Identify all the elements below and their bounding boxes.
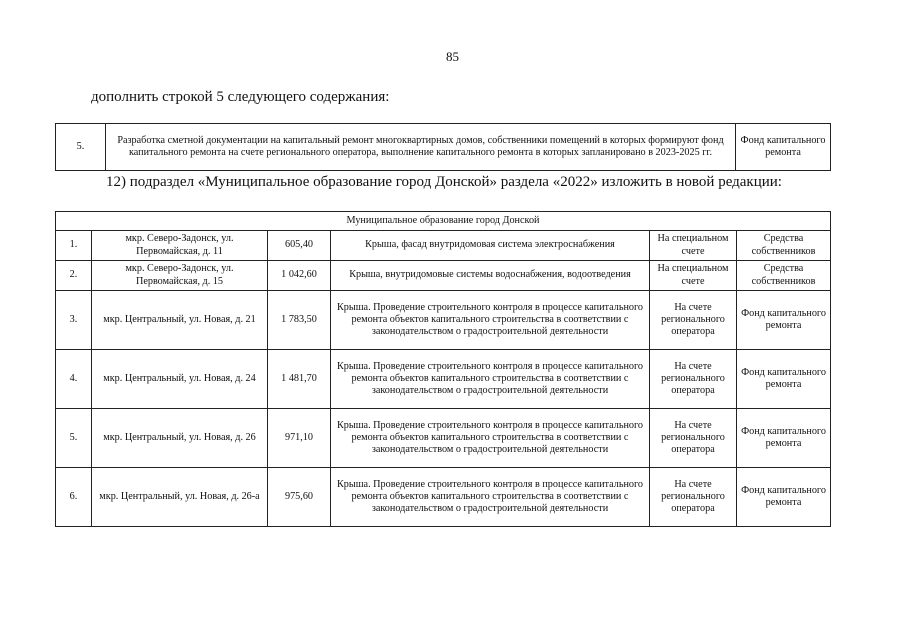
- house-address: мкр. Центральный, ул. Новая, д. 24: [92, 350, 268, 409]
- house-address: мкр. Центральный, ул. Новая, д. 26: [92, 409, 268, 468]
- funding-source: Средства собственников: [737, 231, 831, 261]
- table-row: [56, 468, 831, 527]
- row-number: 3.: [56, 291, 92, 350]
- work-description: Разработка сметной документации на капитальный ремонт многоквартирных домов, собственники помещений в которых формируют фонд капитального ремонта на счете регионального оператора, выполнение капитального ремонта в которых запланировано в 2023-2025 гг.: [106, 124, 736, 171]
- fund-account: На счете регионального оператора: [650, 350, 737, 409]
- table-row: [56, 350, 831, 409]
- fund-account: На счете регионального оператора: [650, 409, 737, 468]
- funding-source: Фонд капитального ремонта: [737, 468, 831, 527]
- row-number: 6.: [56, 468, 92, 527]
- row-number: 5.: [56, 409, 92, 468]
- house-area: 971,10: [268, 409, 331, 468]
- funding-source: Средства собственников: [737, 261, 831, 291]
- house-address: мкр. Северо-Задонск, ул. Первомайская, д. 11: [92, 231, 268, 261]
- work-types: Крыша, внутридомовые системы водоснабжения, водоотведения: [331, 261, 650, 291]
- funding-source: Фонд капитального ремонта: [737, 291, 831, 350]
- row-number: 4.: [56, 350, 92, 409]
- added-row-table: [55, 123, 831, 171]
- table-title-row: [56, 212, 831, 231]
- work-types: Крыша. Проведение строительного контроля в процессе капитального ремонта объектов капитального строительства в соответствии с законодательством о градостроительной деятельности: [331, 291, 650, 350]
- house-area: 1 481,70: [268, 350, 331, 409]
- table-row: [56, 291, 831, 350]
- municipality-table: [55, 211, 831, 527]
- work-types: Крыша. Проведение строительного контроля в процессе капитального ремонта объектов капитального строительства в соответствии с законодательством о градостроительной деятельности: [331, 409, 650, 468]
- row-number: 1.: [56, 231, 92, 261]
- funding-source: Фонд капитального ремонта: [736, 124, 831, 171]
- amendment-paragraph-1: дополнить строкой 5 следующего содержания:: [91, 89, 390, 105]
- row-number: 5.: [56, 124, 106, 171]
- funding-source: Фонд капитального ремонта: [737, 409, 831, 468]
- row-number: 2.: [56, 261, 92, 291]
- house-area: 1 042,60: [268, 261, 331, 291]
- house-address: мкр. Центральный, ул. Новая, д. 26-а: [92, 468, 268, 527]
- table-title: Муниципальное образование город Донской: [56, 212, 831, 231]
- page-number: 85: [446, 49, 459, 64]
- work-types: Крыша. Проведение строительного контроля в процессе капитального ремонта объектов капитального строительства в соответствии с законодательством о градостроительной деятельности: [331, 468, 650, 527]
- funding-source: Фонд капитального ремонта: [737, 350, 831, 409]
- table-row: [56, 231, 831, 261]
- work-types: Крыша. Проведение строительного контроля в процессе капитального ремонта объектов капитального строительства в соответствии с законодательством о градостроительной деятельности: [331, 350, 650, 409]
- house-area: 605,40: [268, 231, 331, 261]
- fund-account: На счете регионального оператора: [650, 291, 737, 350]
- work-types: Крыша, фасад внутридомовая система электроснабжения: [331, 231, 650, 261]
- table-row: [56, 409, 831, 468]
- fund-account: На счете регионального оператора: [650, 468, 737, 527]
- table-row: [56, 261, 831, 291]
- table-row: [56, 124, 831, 171]
- house-area: 1 783,50: [268, 291, 331, 350]
- house-address: мкр. Северо-Задонск, ул. Первомайская, д. 15: [92, 261, 268, 291]
- house-address: мкр. Центральный, ул. Новая, д. 21: [92, 291, 268, 350]
- house-area: 975,60: [268, 468, 331, 527]
- amendment-paragraph-2: 12) подраздел «Муниципальное образование город Донской» раздела «2022» изложить в новой редакции:: [106, 174, 782, 190]
- fund-account: На специальном счете: [650, 231, 737, 261]
- fund-account: На специальном счете: [650, 261, 737, 291]
